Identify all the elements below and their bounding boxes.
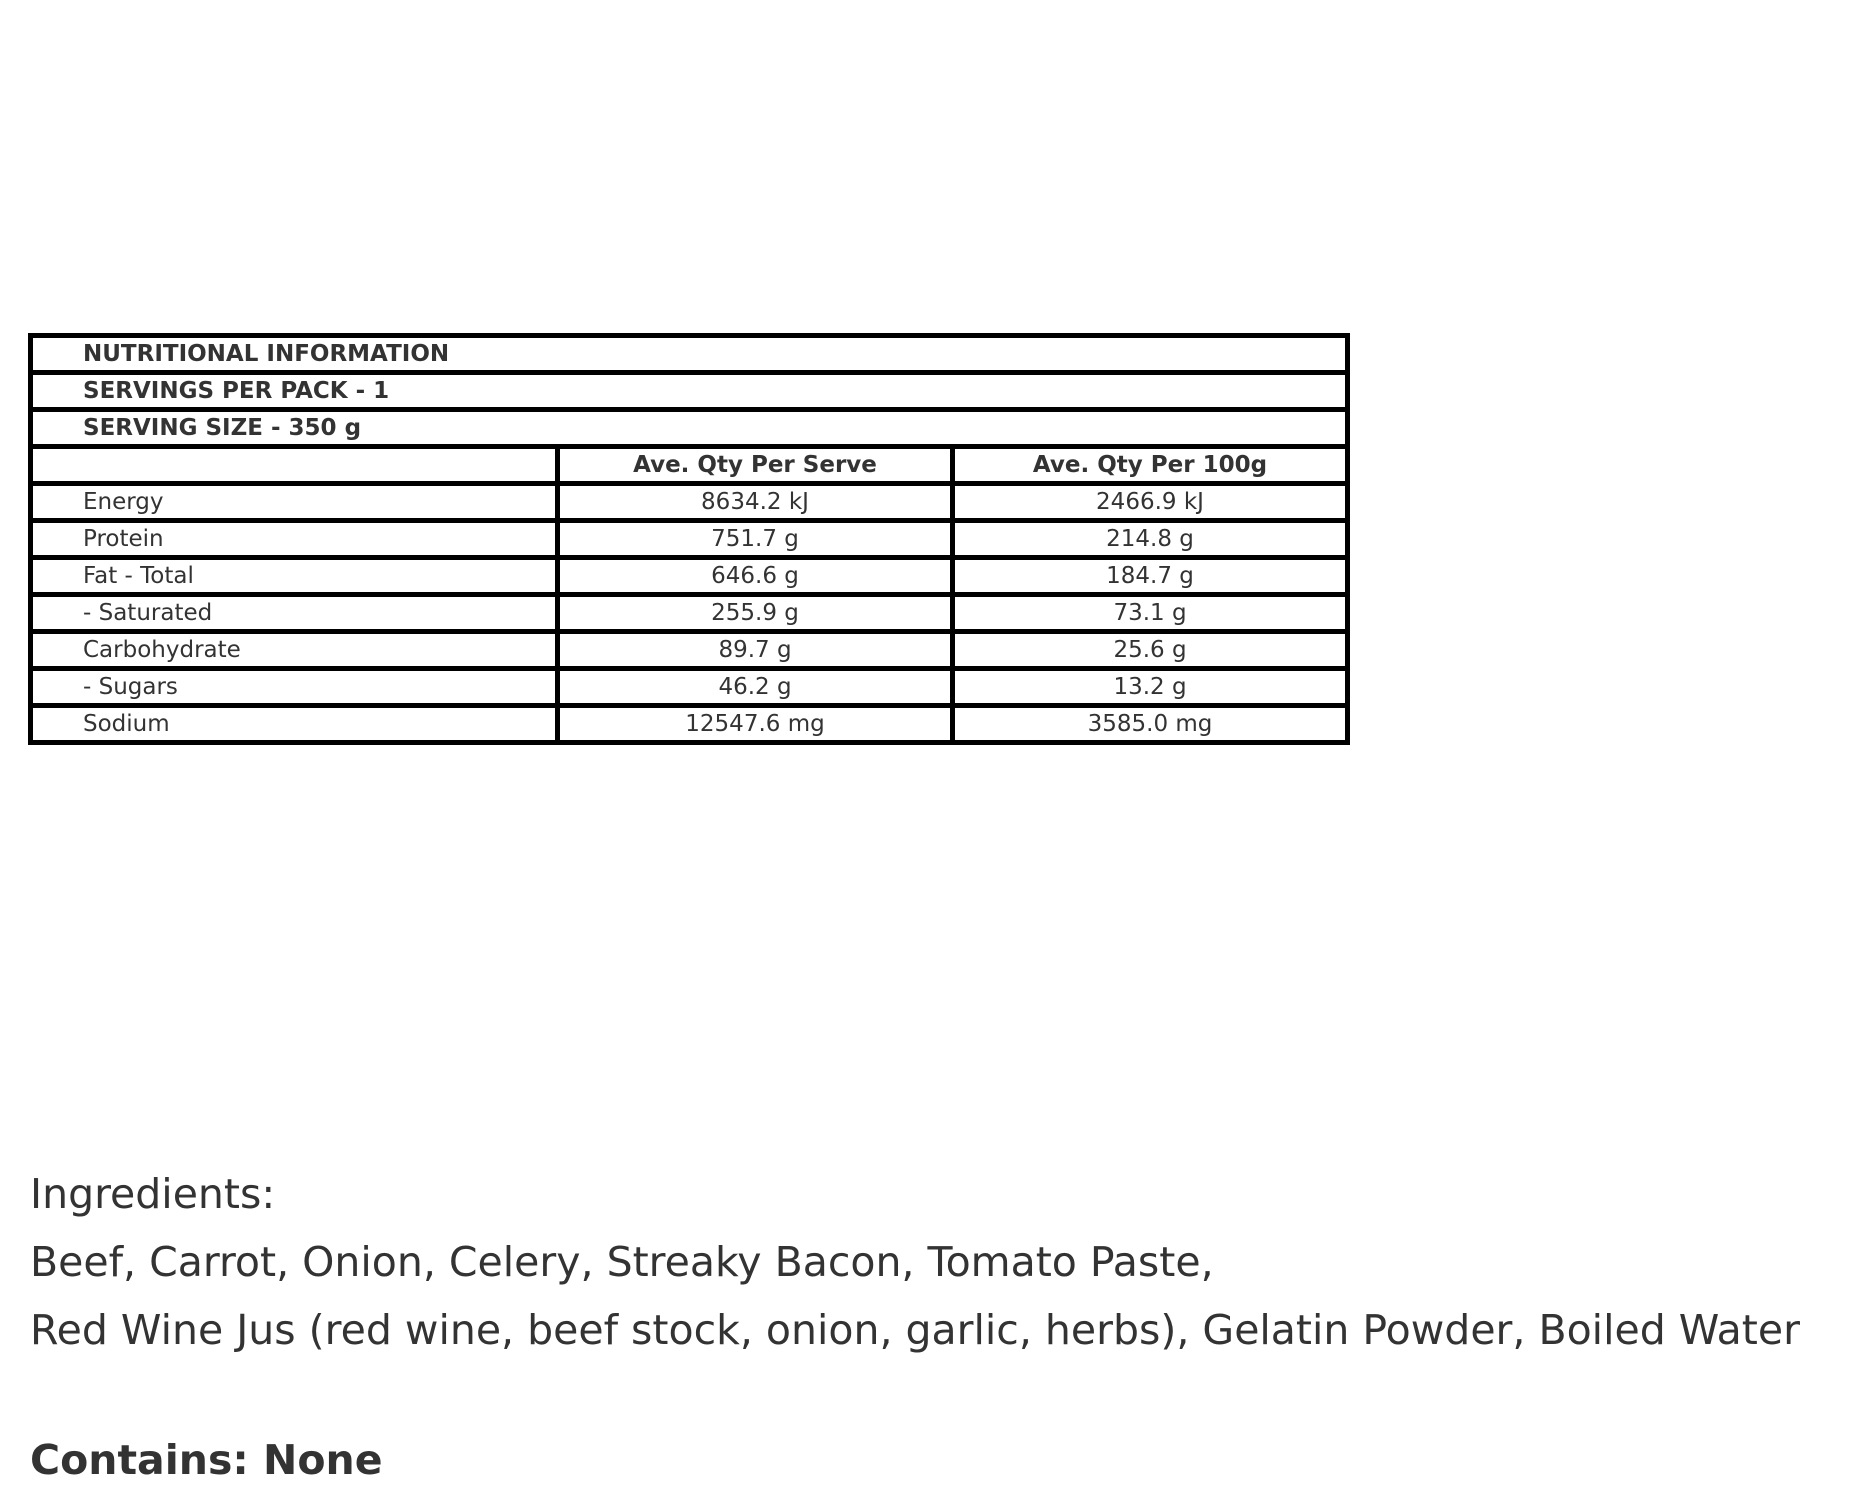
nutrient-name: Protein xyxy=(31,521,558,558)
column-header-per-serve: Ave. Qty Per Serve xyxy=(558,447,953,484)
nutrient-name: - Sugars xyxy=(31,669,558,706)
table-row xyxy=(31,484,1348,521)
table-row xyxy=(31,669,1348,706)
per-serve-value: 751.7 g xyxy=(558,521,953,558)
servings-per-pack: SERVINGS PER PACK - 1 xyxy=(31,373,1348,410)
nutrient-name: Energy xyxy=(31,484,558,521)
per-serve-value: 255.9 g xyxy=(558,595,953,632)
serving-size-row xyxy=(31,410,1348,447)
per-serve-value: 8634.2 kJ xyxy=(558,484,953,521)
nutrient-name: Sodium xyxy=(31,706,558,743)
table-title-row xyxy=(31,336,1348,373)
table-row xyxy=(31,632,1348,669)
per-100g-value: 214.8 g xyxy=(953,521,1348,558)
per-serve-value: 646.6 g xyxy=(558,558,953,595)
column-header-per-100g: Ave. Qty Per 100g xyxy=(953,447,1348,484)
table-row xyxy=(31,558,1348,595)
column-header-nutrient xyxy=(31,447,558,484)
per-serve-value: 46.2 g xyxy=(558,669,953,706)
per-serve-value: 12547.6 mg xyxy=(558,706,953,743)
per-100g-value: 25.6 g xyxy=(953,632,1348,669)
table-title: NUTRITIONAL INFORMATION xyxy=(31,336,1348,373)
per-100g-value: 2466.9 kJ xyxy=(953,484,1348,521)
per-100g-value: 184.7 g xyxy=(953,558,1348,595)
nutrient-name: - Saturated xyxy=(31,595,558,632)
nutrition-information-table xyxy=(28,333,1350,745)
ingredients-line-1: Beef, Carrot, Onion, Celery, Streaky Bacon, Tomato Paste, xyxy=(30,1238,1214,1286)
serving-size: SERVING SIZE - 350 g xyxy=(31,410,1348,447)
table-row xyxy=(31,595,1348,632)
servings-per-pack-row xyxy=(31,373,1348,410)
table-row xyxy=(31,706,1348,743)
per-100g-value: 73.1 g xyxy=(953,595,1348,632)
ingredients-heading: Ingredients: xyxy=(30,1170,276,1218)
nutrient-name: Fat - Total xyxy=(31,558,558,595)
allergen-contains: Contains: None xyxy=(30,1436,383,1484)
table-row xyxy=(31,521,1348,558)
per-100g-value: 3585.0 mg xyxy=(953,706,1348,743)
ingredients-block xyxy=(30,1160,1800,1364)
nutrient-name: Carbohydrate xyxy=(31,632,558,669)
per-serve-value: 89.7 g xyxy=(558,632,953,669)
ingredients-line-2: Red Wine Jus (red wine, beef stock, onion, garlic, herbs), Gelatin Powder, Boiled Water xyxy=(30,1306,1800,1354)
column-header-row xyxy=(31,447,1348,484)
per-100g-value: 13.2 g xyxy=(953,669,1348,706)
